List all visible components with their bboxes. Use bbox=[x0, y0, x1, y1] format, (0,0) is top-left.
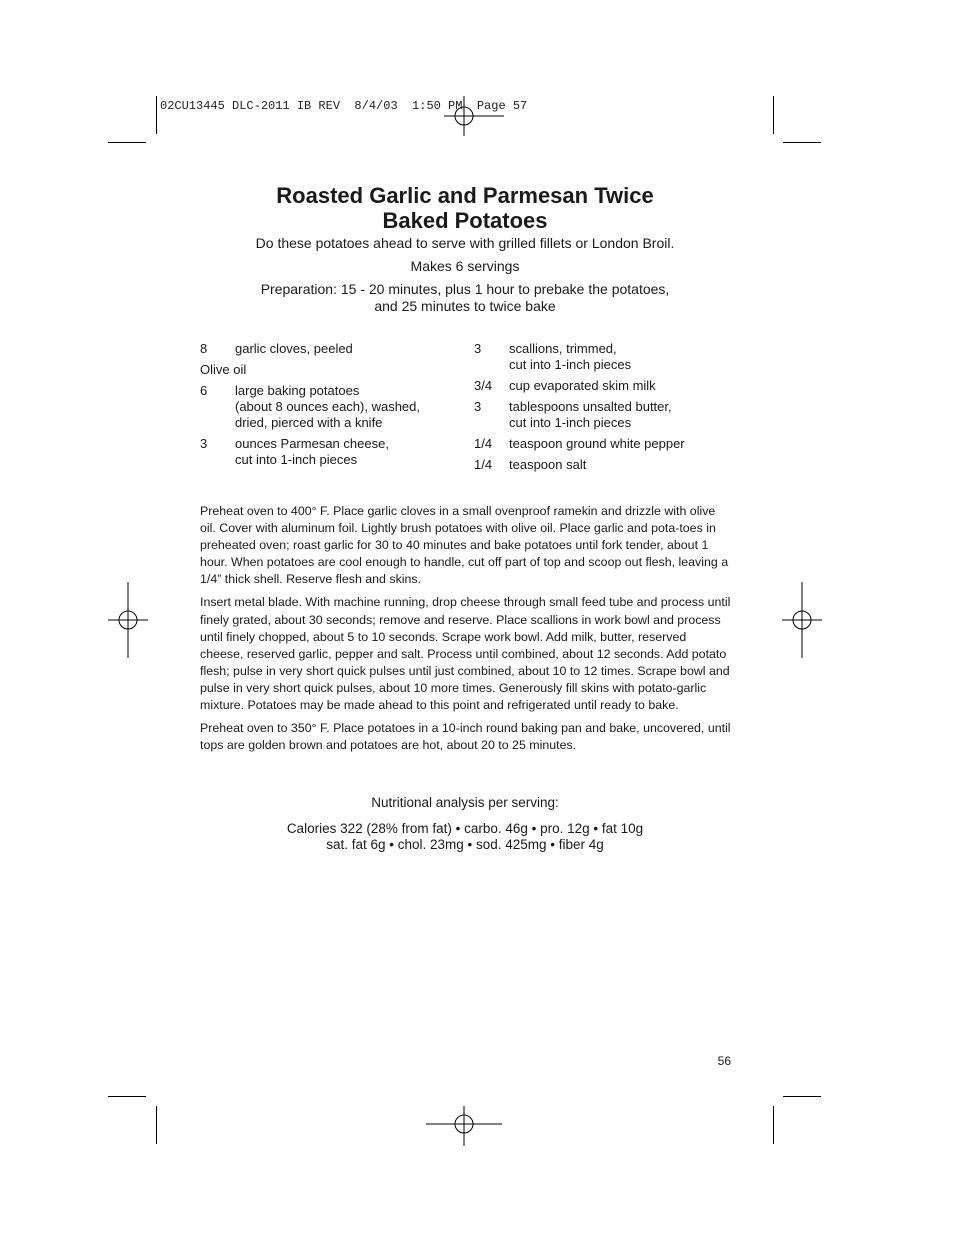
ingredient-line: ounces Parmesan cheese, bbox=[235, 436, 389, 451]
recipe-title-line-2: Baked Potatoes bbox=[382, 208, 548, 233]
ingredient-item bbox=[474, 436, 734, 452]
directions bbox=[200, 503, 732, 760]
ingredient-line: (about 8 ounces each), washed, bbox=[235, 399, 421, 414]
ingredient-line: Olive oil bbox=[200, 362, 247, 377]
ingredient-item bbox=[200, 362, 450, 378]
crop-mark-top-left-v bbox=[156, 96, 157, 134]
registration-mark-top-icon bbox=[444, 96, 504, 136]
ingredient-text bbox=[200, 362, 450, 378]
ingredient-line: cut into 1-inch pieces bbox=[235, 452, 358, 467]
recipe-title bbox=[200, 183, 730, 233]
crop-mark-top-right-v bbox=[773, 96, 774, 134]
ingredient-item bbox=[474, 378, 734, 394]
ingredient-qty: 1/4 bbox=[474, 457, 493, 472]
crop-mark-bottom-left-v bbox=[156, 1106, 157, 1144]
printer-slug: 02CU13445 DLC-2011 IB REV 8/4/03 1:50 PM Page 57 bbox=[160, 99, 528, 113]
recipe-servings: Makes 6 servings bbox=[410, 258, 520, 274]
ingredient-qty: 3 bbox=[200, 436, 208, 451]
ingredients-left-column bbox=[200, 341, 450, 473]
nutrition-line-1: Calories 322 (28% from fat) • carbo. 46g • pro. 12g • fat 10g bbox=[286, 821, 644, 836]
ingredient-text bbox=[509, 436, 734, 452]
ingredient-line: large baking potatoes bbox=[235, 383, 360, 398]
recipe-preparation-line-1: Preparation: 15 - 20 minutes, plus 1 hour to prebake the potatoes, bbox=[260, 281, 670, 297]
ingredient-line: cut into 1-inch pieces bbox=[509, 415, 632, 430]
ingredient-text bbox=[235, 436, 450, 468]
ingredient-line: scallions, trimmed, bbox=[509, 341, 617, 356]
nutrition-line-2: sat. fat 6g • chol. 23mg • sod. 425mg • fiber 4g bbox=[326, 837, 604, 852]
ingredient-text bbox=[509, 457, 734, 473]
nutrition-facts bbox=[200, 821, 730, 853]
crop-mark-top-left-h bbox=[108, 142, 146, 143]
ingredient-line: teaspoon salt bbox=[509, 457, 587, 472]
ingredient-text bbox=[509, 378, 734, 394]
ingredient-line: tablespoons unsalted butter, bbox=[509, 399, 672, 414]
page-number: 56 bbox=[717, 1054, 731, 1068]
crop-mark-bottom-right-h bbox=[783, 1096, 821, 1097]
ingredient-line: teaspoon ground white pepper bbox=[509, 436, 685, 451]
recipe-intro: Do these potatoes ahead to serve with grilled fillets or London Broil. bbox=[255, 235, 675, 251]
ingredient-text bbox=[235, 383, 450, 431]
ingredient-qty: 6 bbox=[200, 383, 208, 398]
ingredient-qty: 3/4 bbox=[474, 378, 493, 393]
ingredient-qty: 3 bbox=[474, 341, 482, 356]
ingredient-qty: 3 bbox=[474, 399, 482, 414]
ingredient-line: garlic cloves, peeled bbox=[235, 341, 353, 356]
crop-mark-top-right-h bbox=[783, 142, 821, 143]
ingredient-item bbox=[474, 457, 734, 473]
recipe-title-line-1: Roasted Garlic and Parmesan Twice bbox=[276, 183, 654, 208]
registration-mark-right-icon bbox=[782, 582, 822, 658]
ingredients-right-column bbox=[474, 341, 734, 478]
recipe-preparation bbox=[200, 281, 730, 315]
ingredient-line: cup evaporated skim milk bbox=[509, 378, 656, 393]
ingredient-text bbox=[509, 341, 734, 373]
ingredient-text bbox=[235, 341, 450, 357]
ingredient-item bbox=[200, 341, 450, 357]
crop-mark-bottom-right-v bbox=[773, 1106, 774, 1144]
ingredient-item bbox=[200, 383, 450, 431]
registration-mark-left-icon bbox=[108, 582, 148, 658]
ingredient-text bbox=[509, 399, 734, 431]
ingredient-item bbox=[200, 436, 450, 468]
registration-mark-bottom-icon bbox=[426, 1106, 502, 1146]
directions-paragraph-3: Preheat oven to 350° F. Place potatoes in a 10-inch round baking pan and bake, uncovered, until tops are golden brown and potatoes are hot, about 20 to 25 minutes. bbox=[200, 721, 731, 753]
directions-paragraph-2: Insert metal blade. With machine running, drop cheese through small feed tube and process until finely grated, about 30 seconds; remove and reserve. Place scallions in work bowl and process until finely chopped, about 5 to 10 seconds. Scrape work bowl. Add milk, butter, reserved cheese, reserved garlic, pepper and salt. Process until combined, about 12 seconds. Add potato flesh; pulse in very short quick pulses until just combined, about 10 to 12 times. Scrape bowl and pulse in very short quick pulses, about 10 more times. Generously fill skins with potato-garlic mixture. Potatoes may be made ahead to this point and refrigerated until ready to bake. bbox=[200, 595, 731, 713]
ingredient-line: cut into 1-inch pieces bbox=[509, 357, 632, 372]
nutrition-heading: Nutritional analysis per serving: bbox=[371, 795, 559, 810]
directions-paragraph-1: Preheat oven to 400° F. Place garlic cloves in a small ovenproof ramekin and drizzle with olive oil. Cover with aluminum foil. Lightly brush potatoes with olive oil. Place garlic and pota-toes in preheated oven; roast garlic for 30 to 40 minutes and bake potatoes until fork tender, about 1 hour. When potatoes are cool enough to handle, cut off part of top and scoop out flesh, leaving a 1/4” thick shell. Reserve flesh and skins. bbox=[200, 504, 729, 587]
ingredient-item bbox=[474, 399, 734, 431]
ingredient-qty: 8 bbox=[200, 341, 208, 356]
ingredient-line: dried, pierced with a knife bbox=[235, 415, 383, 430]
ingredient-item bbox=[474, 341, 734, 373]
ingredient-qty: 1/4 bbox=[474, 436, 493, 451]
recipe-preparation-line-2: and 25 minutes to twice bake bbox=[374, 298, 556, 314]
crop-mark-bottom-left-h bbox=[108, 1096, 146, 1097]
